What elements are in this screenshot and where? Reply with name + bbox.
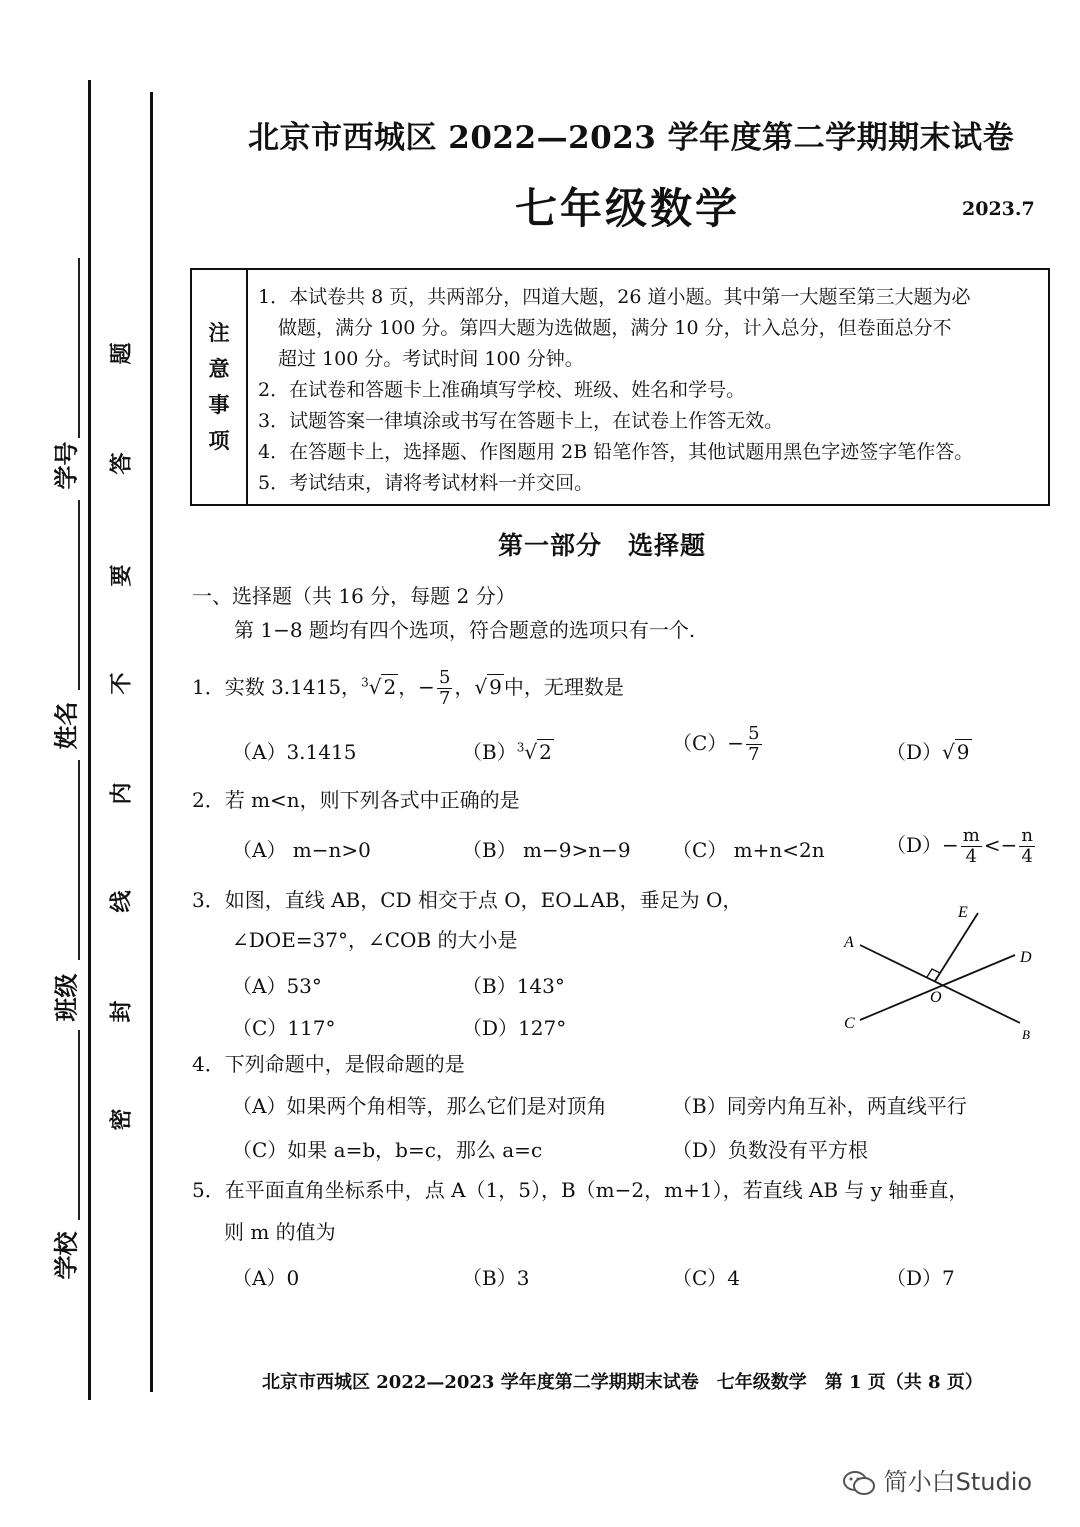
q2-d-mid: <− (983, 833, 1018, 857)
frac-num: m (962, 825, 980, 846)
notice-line: 1．本试卷共 8 页，共两部分，四道大题，26 道小题。其中第一大题至第三大题为必 (258, 286, 971, 308)
frac-den: 4 (965, 846, 978, 867)
question-5-stem-line2: 则 m 的值为 (224, 1220, 336, 1244)
seal-char: 答 (108, 452, 135, 475)
notice-heading-char: 意 (208, 356, 230, 381)
frac-num: 5 (748, 723, 760, 744)
seal-char: 内 (108, 782, 135, 805)
q3-option-a[interactable]: （A）53° (232, 974, 322, 998)
school-label: 学校 (51, 1231, 81, 1280)
q3-option-d[interactable]: （D）127° (462, 1016, 567, 1040)
name-blank[interactable] (78, 500, 80, 690)
exam-date: 2023.7 (962, 198, 1035, 220)
root: 9 (956, 740, 970, 764)
frac-den: 4 (1021, 846, 1033, 867)
q5-option-c[interactable]: （C）4 (672, 1266, 741, 1290)
seal-char: 封 (108, 1000, 135, 1023)
q3-option-c[interactable]: （C）117° (232, 1016, 336, 1040)
name-label: 姓名 (51, 701, 81, 750)
section-heading: 一、选择题（共 16 分，每题 2 分） (192, 584, 516, 608)
seal-char: 要 (108, 564, 135, 587)
q1-option-b[interactable]: $(B)^3√$ 2 (462, 740, 552, 764)
notice-heading-char: 事 (208, 392, 230, 417)
part-title: 第一部分 选择题 (498, 531, 707, 560)
question-1-stem: 1．实数 3.1415，$^3$√ 2 ，− $\frac{5}{7}$ ，√ 9 中，无理数是 (192, 667, 624, 709)
notice-line: 2．在试卷和答题卡上准确填写学校、班级、姓名和学号。 (258, 379, 746, 401)
exam-title: 北京市西城区 2022—2023 学年度第二学期期末试卷 (248, 120, 1015, 156)
root: 2 (539, 740, 552, 764)
q2-option-b[interactable]: （B） m−9>n−9 (462, 838, 631, 862)
notice-heading-char: 项 (208, 428, 230, 453)
opt-label: （B） (462, 740, 517, 764)
ray-oe (935, 913, 978, 981)
q1-suffix: 中，无理数是 (503, 675, 624, 699)
q4-option-a[interactable]: （A）如果两个角相等，那么它们是对顶角 (232, 1094, 607, 1118)
q2-fraction-n (1019, 826, 1035, 867)
frac-num: 5 (438, 667, 451, 688)
notice-line: 做题，满分 100 分。第四大题为选做题，满分 10 分，计入总分，但卷面总分不 (278, 317, 952, 339)
q1-root9: 9 (489, 675, 502, 699)
cube-root-index: 3 (361, 675, 369, 690)
question-2-stem: 2．若 m<n，则下列各式中正确的是 (192, 788, 520, 812)
q4-option-c[interactable]: （C）如果 a=b，b=c，那么 a=c (232, 1138, 543, 1162)
q5-option-a[interactable]: （A）0 (232, 1266, 300, 1290)
q5-option-b[interactable]: （B）3 (462, 1266, 530, 1290)
notice-line: 3．试题答案一律填涂或书写在答题卡上，在试卷上作答无效。 (258, 410, 784, 432)
label-b: B (1022, 1027, 1030, 1042)
section-instruction: 第 1−8 题均有四个选项，符合题意的选项只有一个. (234, 618, 696, 642)
q1-sep: ，− (398, 675, 435, 699)
seal-char: 题 (108, 342, 135, 365)
question-4-stem: 4．下列命题中，是假命题的是 (192, 1052, 465, 1076)
q1-option-a[interactable]: （A）3.1415 (232, 740, 357, 764)
q2-option-d[interactable] (886, 826, 1037, 867)
line-ab (860, 945, 1020, 1023)
label-e: E (958, 904, 968, 921)
notice-line: 4．在答题卡上，选择题、作图题用 2B 铅笔作答，其他试题用黑色字迹签字笔作答。 (258, 441, 974, 463)
opt-label: （D） (886, 740, 943, 764)
frac-den: 7 (438, 688, 451, 709)
wechat-icon (842, 1469, 876, 1497)
watermark-text: 简小白Studio (883, 1468, 1033, 1496)
line-cd (860, 955, 1015, 1020)
q1-sep2: ， (454, 675, 475, 699)
page-footer: 北京市西城区 2022—2023 学年度第二学期期末试卷 七年级数学 第 1 页（共 8 页） (262, 1372, 983, 1393)
q3-option-b[interactable]: （B）143° (462, 974, 565, 998)
question-5-stem-line1: 5．在平面直角坐标系中，点 A（1，5），B（m−2，m+1），若直线 AB 与 y 轴垂直， (192, 1178, 969, 1202)
label-d: D (1020, 949, 1032, 966)
binding-line-inner (150, 92, 153, 1392)
class-blank[interactable] (78, 760, 80, 960)
notice-body (258, 282, 1048, 499)
q1-option-d[interactable]: （D）√ 9 (886, 740, 970, 764)
label-c: C (844, 1015, 855, 1032)
notice-heading (192, 270, 248, 504)
question-3-stem-line2: ∠DOE=37°，∠COB 的大小是 (232, 928, 518, 952)
cube-root-index: 3 (516, 740, 525, 755)
q1-root2: 2 (383, 675, 397, 699)
student-id-label: 学号 (51, 441, 81, 490)
q2-option-c[interactable]: （C） m+n<2n (672, 838, 825, 862)
label-o: O (930, 989, 942, 1006)
opt-label: （C）− (672, 731, 745, 755)
watermark (842, 1462, 1032, 1497)
q1-fraction (746, 724, 761, 765)
school-blank[interactable] (78, 1030, 80, 1220)
seal-char: 密 (108, 1108, 135, 1131)
notice-box (190, 268, 1050, 506)
binding-line-outer (88, 80, 91, 1400)
q3-figure (830, 895, 1050, 1045)
q1-prefix: 1．实数 3.1415， (192, 675, 362, 699)
seal-char: 不 (108, 672, 135, 695)
label-a: A (844, 934, 854, 951)
question-3-stem-line1: 3．如图，直线 AB，CD 相交于点 O，EO⊥AB，垂足为 O， (192, 888, 743, 912)
student-id-blank[interactable] (78, 258, 80, 438)
q1-fraction (437, 668, 452, 709)
q1-option-c[interactable] (672, 724, 764, 765)
notice-line: 超过 100 分。考试时间 100 分钟。 (278, 348, 584, 370)
notice-heading-char: 注 (208, 320, 230, 345)
frac-den: 7 (748, 744, 760, 765)
q5-option-d[interactable]: （D）7 (886, 1266, 955, 1290)
notice-line: 5．考试结束，请将考试材料一并交回。 (258, 472, 594, 494)
seal-char: 线 (108, 890, 135, 913)
class-label: 班级 (51, 973, 81, 1022)
frac-num: n (1021, 825, 1033, 846)
opt-label: （D）− (886, 833, 959, 857)
q4-option-b[interactable]: （B）同旁内角互补，两直线平行 (672, 1094, 967, 1118)
q4-option-d[interactable]: （D）负数没有平方根 (672, 1138, 869, 1162)
exam-subtitle: 七年级数学 (515, 184, 741, 233)
q2-option-a[interactable]: （A） m−n>0 (232, 838, 371, 862)
q2-fraction-m (961, 826, 982, 867)
